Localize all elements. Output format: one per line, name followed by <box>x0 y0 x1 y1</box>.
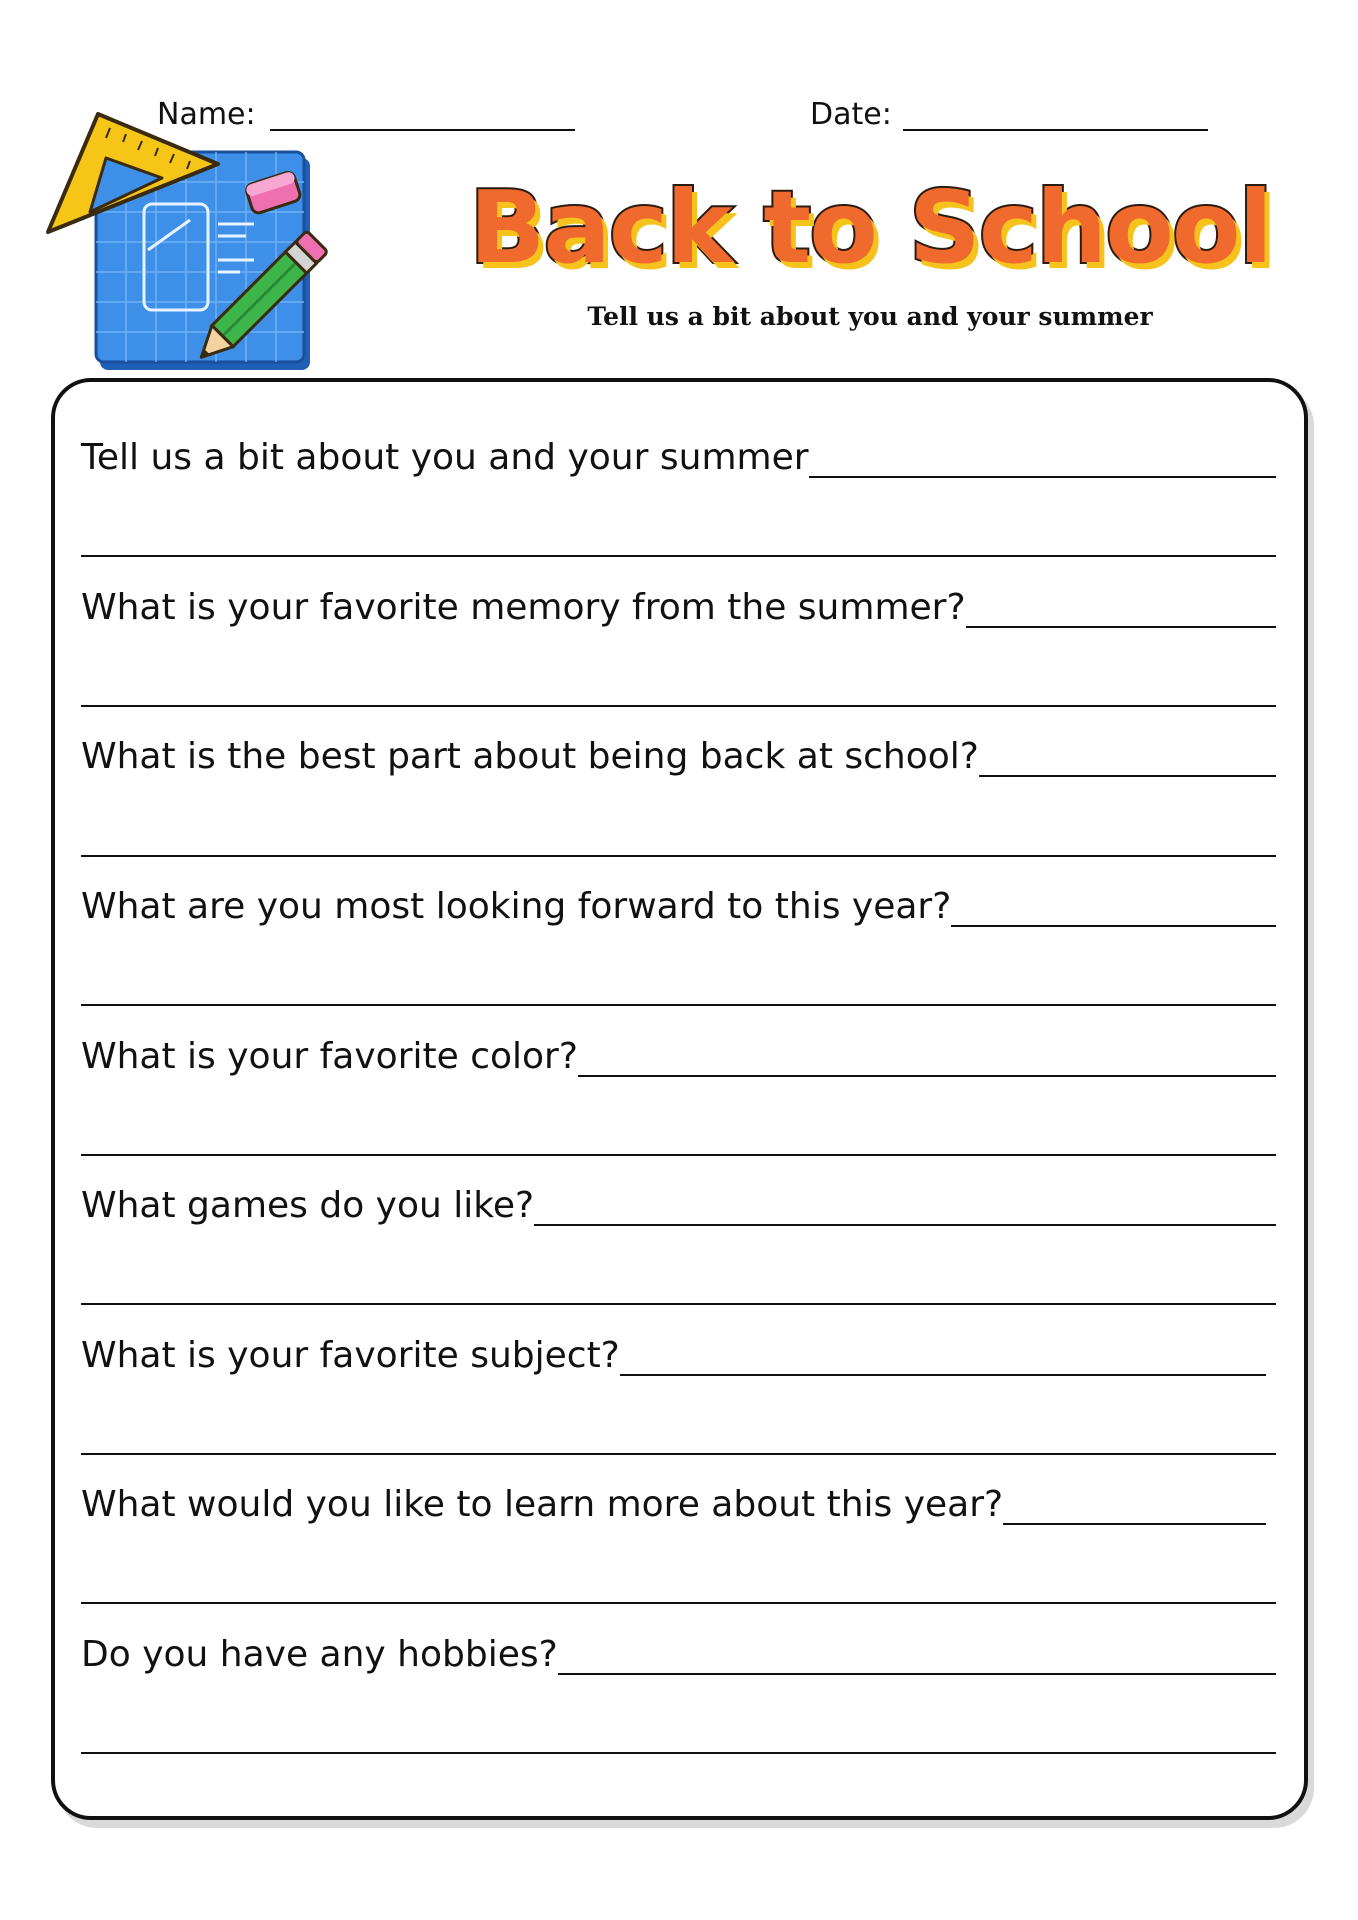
answer-field[interactable] <box>620 1374 1266 1376</box>
answer-field[interactable] <box>1003 1523 1266 1525</box>
name-label: Name: <box>157 97 256 132</box>
page-title: Back to School <box>469 169 1271 286</box>
answer-field[interactable] <box>951 925 1276 927</box>
question-text: What is your favorite color? <box>81 1036 578 1077</box>
answer-field[interactable] <box>809 476 1276 478</box>
page-subtitle: Tell us a bit about you and your summer <box>587 302 1153 331</box>
question-text: Tell us a bit about you and your summer <box>81 437 809 478</box>
school-supplies-illustration <box>40 100 360 380</box>
answer-field[interactable] <box>534 1224 1276 1226</box>
question-row <box>81 1021 1276 1077</box>
question-text: What are you most looking forward to this year? <box>81 886 952 927</box>
question-row <box>81 1469 1266 1525</box>
date-field[interactable] <box>903 129 1208 131</box>
answer-field[interactable] <box>558 1673 1276 1675</box>
question-row <box>81 422 1276 478</box>
answer-line[interactable] <box>81 705 1276 707</box>
answer-field[interactable] <box>979 775 1276 777</box>
question-text: What is your favorite memory from the summer? <box>81 587 966 628</box>
answer-line[interactable] <box>81 1154 1276 1156</box>
date-label: Date: <box>810 97 892 132</box>
question-text: What is the best part about being back at school? <box>81 736 979 777</box>
answer-field[interactable] <box>966 626 1276 628</box>
question-text: Do you have any hobbies? <box>81 1634 558 1675</box>
answer-field[interactable] <box>578 1075 1276 1077</box>
answer-line[interactable] <box>81 555 1276 557</box>
answer-line[interactable] <box>81 1303 1276 1305</box>
answer-line[interactable] <box>81 855 1276 857</box>
question-text: What games do you like? <box>81 1185 535 1226</box>
answer-line[interactable] <box>81 1602 1276 1604</box>
question-text: What would you like to learn more about this year? <box>81 1484 1004 1525</box>
question-row <box>81 1320 1266 1376</box>
question-text: What is your favorite subject? <box>81 1335 620 1376</box>
answer-line[interactable] <box>81 1752 1276 1754</box>
question-row <box>81 1170 1276 1226</box>
question-row <box>81 721 1276 777</box>
question-row <box>81 572 1276 628</box>
answer-line[interactable] <box>81 1004 1276 1006</box>
question-row <box>81 1619 1276 1675</box>
question-row <box>81 871 1276 927</box>
answer-line[interactable] <box>81 1453 1276 1455</box>
